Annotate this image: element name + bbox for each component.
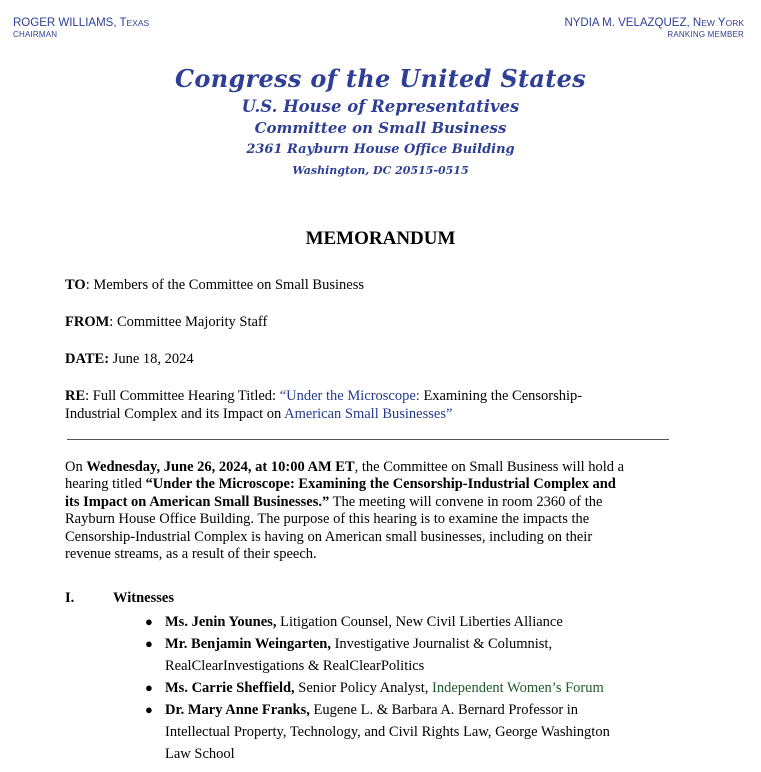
date-label: DATE:: [65, 351, 110, 367]
from-label: FROM: [65, 314, 110, 330]
chairman-title: CHAIRMAN: [13, 30, 58, 39]
memo-title: MEMORANDUM: [305, 228, 456, 249]
ranking-member-header: [564, 17, 744, 40]
chairman-name: ROGER WILLIAMS, TEXAS: [13, 17, 150, 29]
list-item: ● Mr. Benjamin Weingarten, Investigative Journalist & Columnist, RealClearInvestigations & RealClearPolitics: [145, 633, 705, 677]
memo-re: [65, 387, 582, 423]
small-business-link[interactable]: American Small Businesses”: [284, 406, 453, 422]
divider-line: [67, 439, 669, 440]
witness-list: [145, 611, 705, 765]
re-line-2: Industrial Complex and its Impact on American Small Businesses”: [65, 406, 453, 422]
bullet-icon: ●: [145, 702, 153, 717]
section-number: I.: [65, 590, 75, 606]
list-item: ● Ms. Jenin Younes, Litigation Counsel, New Civil Liberties Alliance: [145, 611, 705, 633]
bullet-icon: ●: [145, 636, 153, 651]
iwf-link[interactable]: Independent Women’s Forum: [432, 680, 604, 696]
to-label: TO: [65, 277, 86, 293]
memo-date: [65, 350, 194, 368]
memo-to: [65, 276, 364, 294]
re-label: RE: [65, 388, 86, 404]
bullet-icon: ●: [145, 680, 153, 695]
from-value: : Committee Majority Staff: [109, 314, 268, 330]
memo-from: [65, 313, 267, 331]
list-item: ● Dr. Mary Anne Franks, Eugene L. & Barbara A. Bernard Professor in Intellectual Property, Technology, and Civil Rights Law, George Washington Law School: [145, 699, 705, 765]
section-title: Witnesses: [113, 590, 174, 606]
letterhead: [0, 64, 761, 182]
to-value: : Members of the Committee on Small Business: [85, 277, 364, 293]
date-value: June 18, 2024: [109, 351, 194, 367]
hearing-paragraph: On Wednesday, June 26, 2024, at 10:00 AM ET, the Committee on Small Business will hold a hearing titled “Under the Microscope: Examining the Censorship-Industrial Complex and its Impact on American Small Businesses.” The meeting will convene in room 2360 of the Rayburn House Office Building. The purpose of this hearing is to examine the impacts the Censorship-Industrial Complex is having on American small businesses, including on their revenue streams, as a result of their speech.: [65, 459, 625, 563]
letterhead-congress: Congress of the United States: [174, 64, 586, 93]
re-line-1: RE: Full Committee Hearing Titled: “Under the Microscope: Examining the Censorship-: [65, 388, 583, 404]
ranking-member-title: RANKING MEMBER: [667, 30, 744, 39]
letterhead-committee: Committee on Small Business: [254, 119, 507, 137]
letterhead-address: Washington, DC 20515-0515: [292, 164, 469, 177]
letterhead-house: U.S. House of Representatives: [241, 97, 520, 116]
letterhead-building: 2361 Rayburn House Office Building: [246, 142, 515, 157]
ranking-member-name: NYDIA M. VELAZQUEZ, NEW YORK: [564, 17, 744, 29]
list-item: ● Ms. Carrie Sheffield, Senior Policy Analyst, Independent Women’s Forum: [145, 677, 705, 699]
chairman-header: [13, 17, 149, 40]
hearing-title-link[interactable]: “Under the Microscope:: [279, 388, 424, 404]
bullet-icon: ●: [145, 614, 153, 629]
